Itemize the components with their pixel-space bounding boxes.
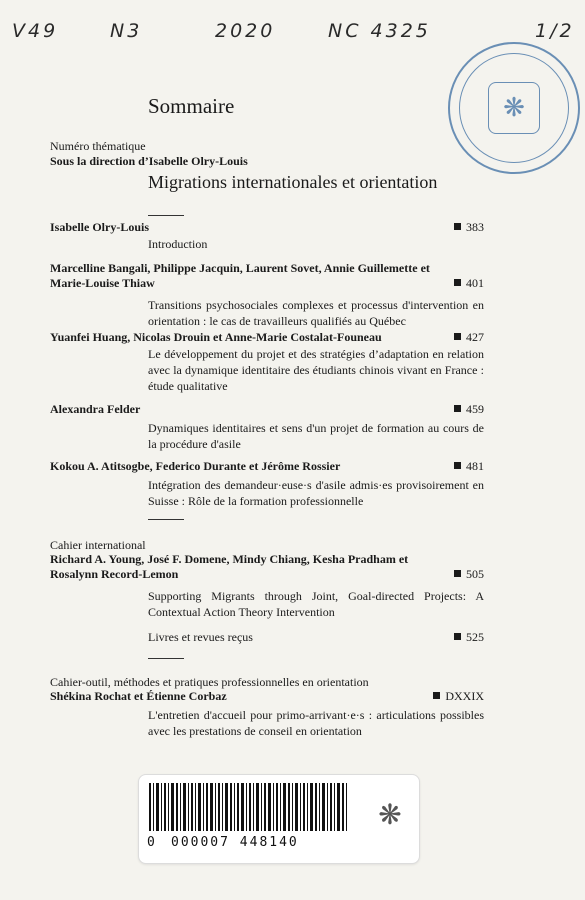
bullet-square-icon bbox=[454, 333, 461, 340]
library-stamp bbox=[448, 42, 580, 174]
entry-page: 427 bbox=[454, 330, 484, 345]
entry-authors: Marcelline Bangali, Philippe Jacquin, Laurent Sovet, Annie Guillemette et Marie-Louise Thiaw bbox=[50, 261, 430, 290]
bullet-square-icon bbox=[433, 692, 440, 699]
toc-entry[interactable] bbox=[50, 220, 484, 252]
barcode-number: 000007 448140 bbox=[171, 835, 299, 850]
handwritten-number: N3 bbox=[110, 20, 143, 42]
entry-authors: Alexandra Felder bbox=[50, 402, 141, 416]
bullet-square-icon bbox=[454, 279, 461, 286]
entry-title: Transitions psychosociales complexes et processus d'intervention en orientation : le cas de travailleurs qualifiés au Québec bbox=[148, 298, 484, 328]
bullet-square-icon bbox=[454, 633, 461, 640]
entry-page: 481 bbox=[454, 459, 484, 474]
entry-title: L'entretien d'accueil pour primo-arrivant·e·s : articulations possibles avec les prestations de conseil en orientation bbox=[148, 708, 484, 738]
page-title: Sommaire bbox=[148, 94, 235, 118]
entry-page: DXXIX bbox=[433, 689, 484, 704]
library-logo-icon: ❋ bbox=[378, 797, 402, 831]
entry-title: Livres et revues reçus bbox=[148, 630, 253, 644]
barcode-label bbox=[138, 774, 420, 864]
theme-label: Numéro thématique bbox=[50, 139, 146, 153]
entry-authors: Richard A. Young, José F. Domene, Mindy Chiang, Kesha Pradham et Rosalynn Record-Lemon bbox=[50, 552, 409, 581]
entry-title: Supporting Migrants through Joint, Goal-directed Projects: A Contextual Action Theory Intervention bbox=[148, 589, 484, 619]
entry-title: Dynamiques identitaires et sens d'un projet de formation au cours de la procédure d'asile bbox=[148, 421, 484, 451]
toc-entry[interactable] bbox=[50, 261, 484, 329]
theme-direction: Sous la direction d’Isabelle Olry-Louis bbox=[50, 154, 248, 168]
entry-title: Intégration des demandeur·euse·s d'asile admis·es provisoirement en Suisse : Rôle de la formation professionnelle bbox=[148, 478, 484, 508]
entry-page: 383 bbox=[454, 220, 484, 235]
toc-entry[interactable] bbox=[50, 459, 484, 509]
bullet-square-icon bbox=[454, 223, 461, 230]
barcode-icon bbox=[149, 783, 369, 831]
entry-authors: Shékina Rochat et Étienne Corbaz bbox=[50, 689, 227, 703]
bullet-square-icon bbox=[454, 570, 461, 577]
toc-entry[interactable] bbox=[50, 689, 484, 739]
section-label-tools: Cahier-outil, méthodes et pratiques professionnelles en orientation bbox=[50, 675, 369, 689]
toc-entry[interactable] bbox=[50, 552, 484, 620]
handwritten-code: NC 4325 bbox=[328, 20, 431, 42]
handwritten-volume: V49 bbox=[12, 20, 59, 42]
divider bbox=[148, 215, 184, 216]
entry-authors: Kokou A. Atitsogbe, Federico Durante et Jérôme Rossier bbox=[50, 459, 341, 473]
entry-page: 459 bbox=[454, 402, 484, 417]
handwritten-extra: 1/2 bbox=[535, 20, 575, 42]
entry-title: Introduction bbox=[148, 237, 208, 251]
handwritten-year: 2020 bbox=[215, 20, 276, 42]
barcode-lead-digit: 0 bbox=[147, 835, 155, 850]
entry-page: 505 bbox=[454, 567, 484, 582]
stamp-ring-text bbox=[450, 56, 578, 66]
toc-entry[interactable] bbox=[50, 330, 484, 394]
stamp-emblem-icon: ❋ bbox=[488, 82, 540, 134]
toc-entry[interactable] bbox=[50, 630, 484, 645]
bullet-square-icon bbox=[454, 462, 461, 469]
divider bbox=[148, 519, 184, 520]
entry-authors: Yuanfei Huang, Nicolas Drouin et Anne-Marie Costalat-Founeau bbox=[50, 330, 382, 344]
entry-page: 401 bbox=[454, 276, 484, 291]
entry-page: 525 bbox=[454, 630, 484, 645]
section-label-international: Cahier international bbox=[50, 538, 146, 552]
toc-entry[interactable] bbox=[50, 402, 484, 452]
divider bbox=[148, 658, 184, 659]
entry-title: Le développement du projet et des stratégies d’adaptation en relation avec la dynamique identitaire des étudiants chinois vivant en France : étude qualitative bbox=[148, 347, 484, 393]
theme-title: Migrations internationales et orientation bbox=[148, 172, 438, 192]
bullet-square-icon bbox=[454, 405, 461, 412]
entry-authors: Isabelle Olry-Louis bbox=[50, 220, 150, 234]
